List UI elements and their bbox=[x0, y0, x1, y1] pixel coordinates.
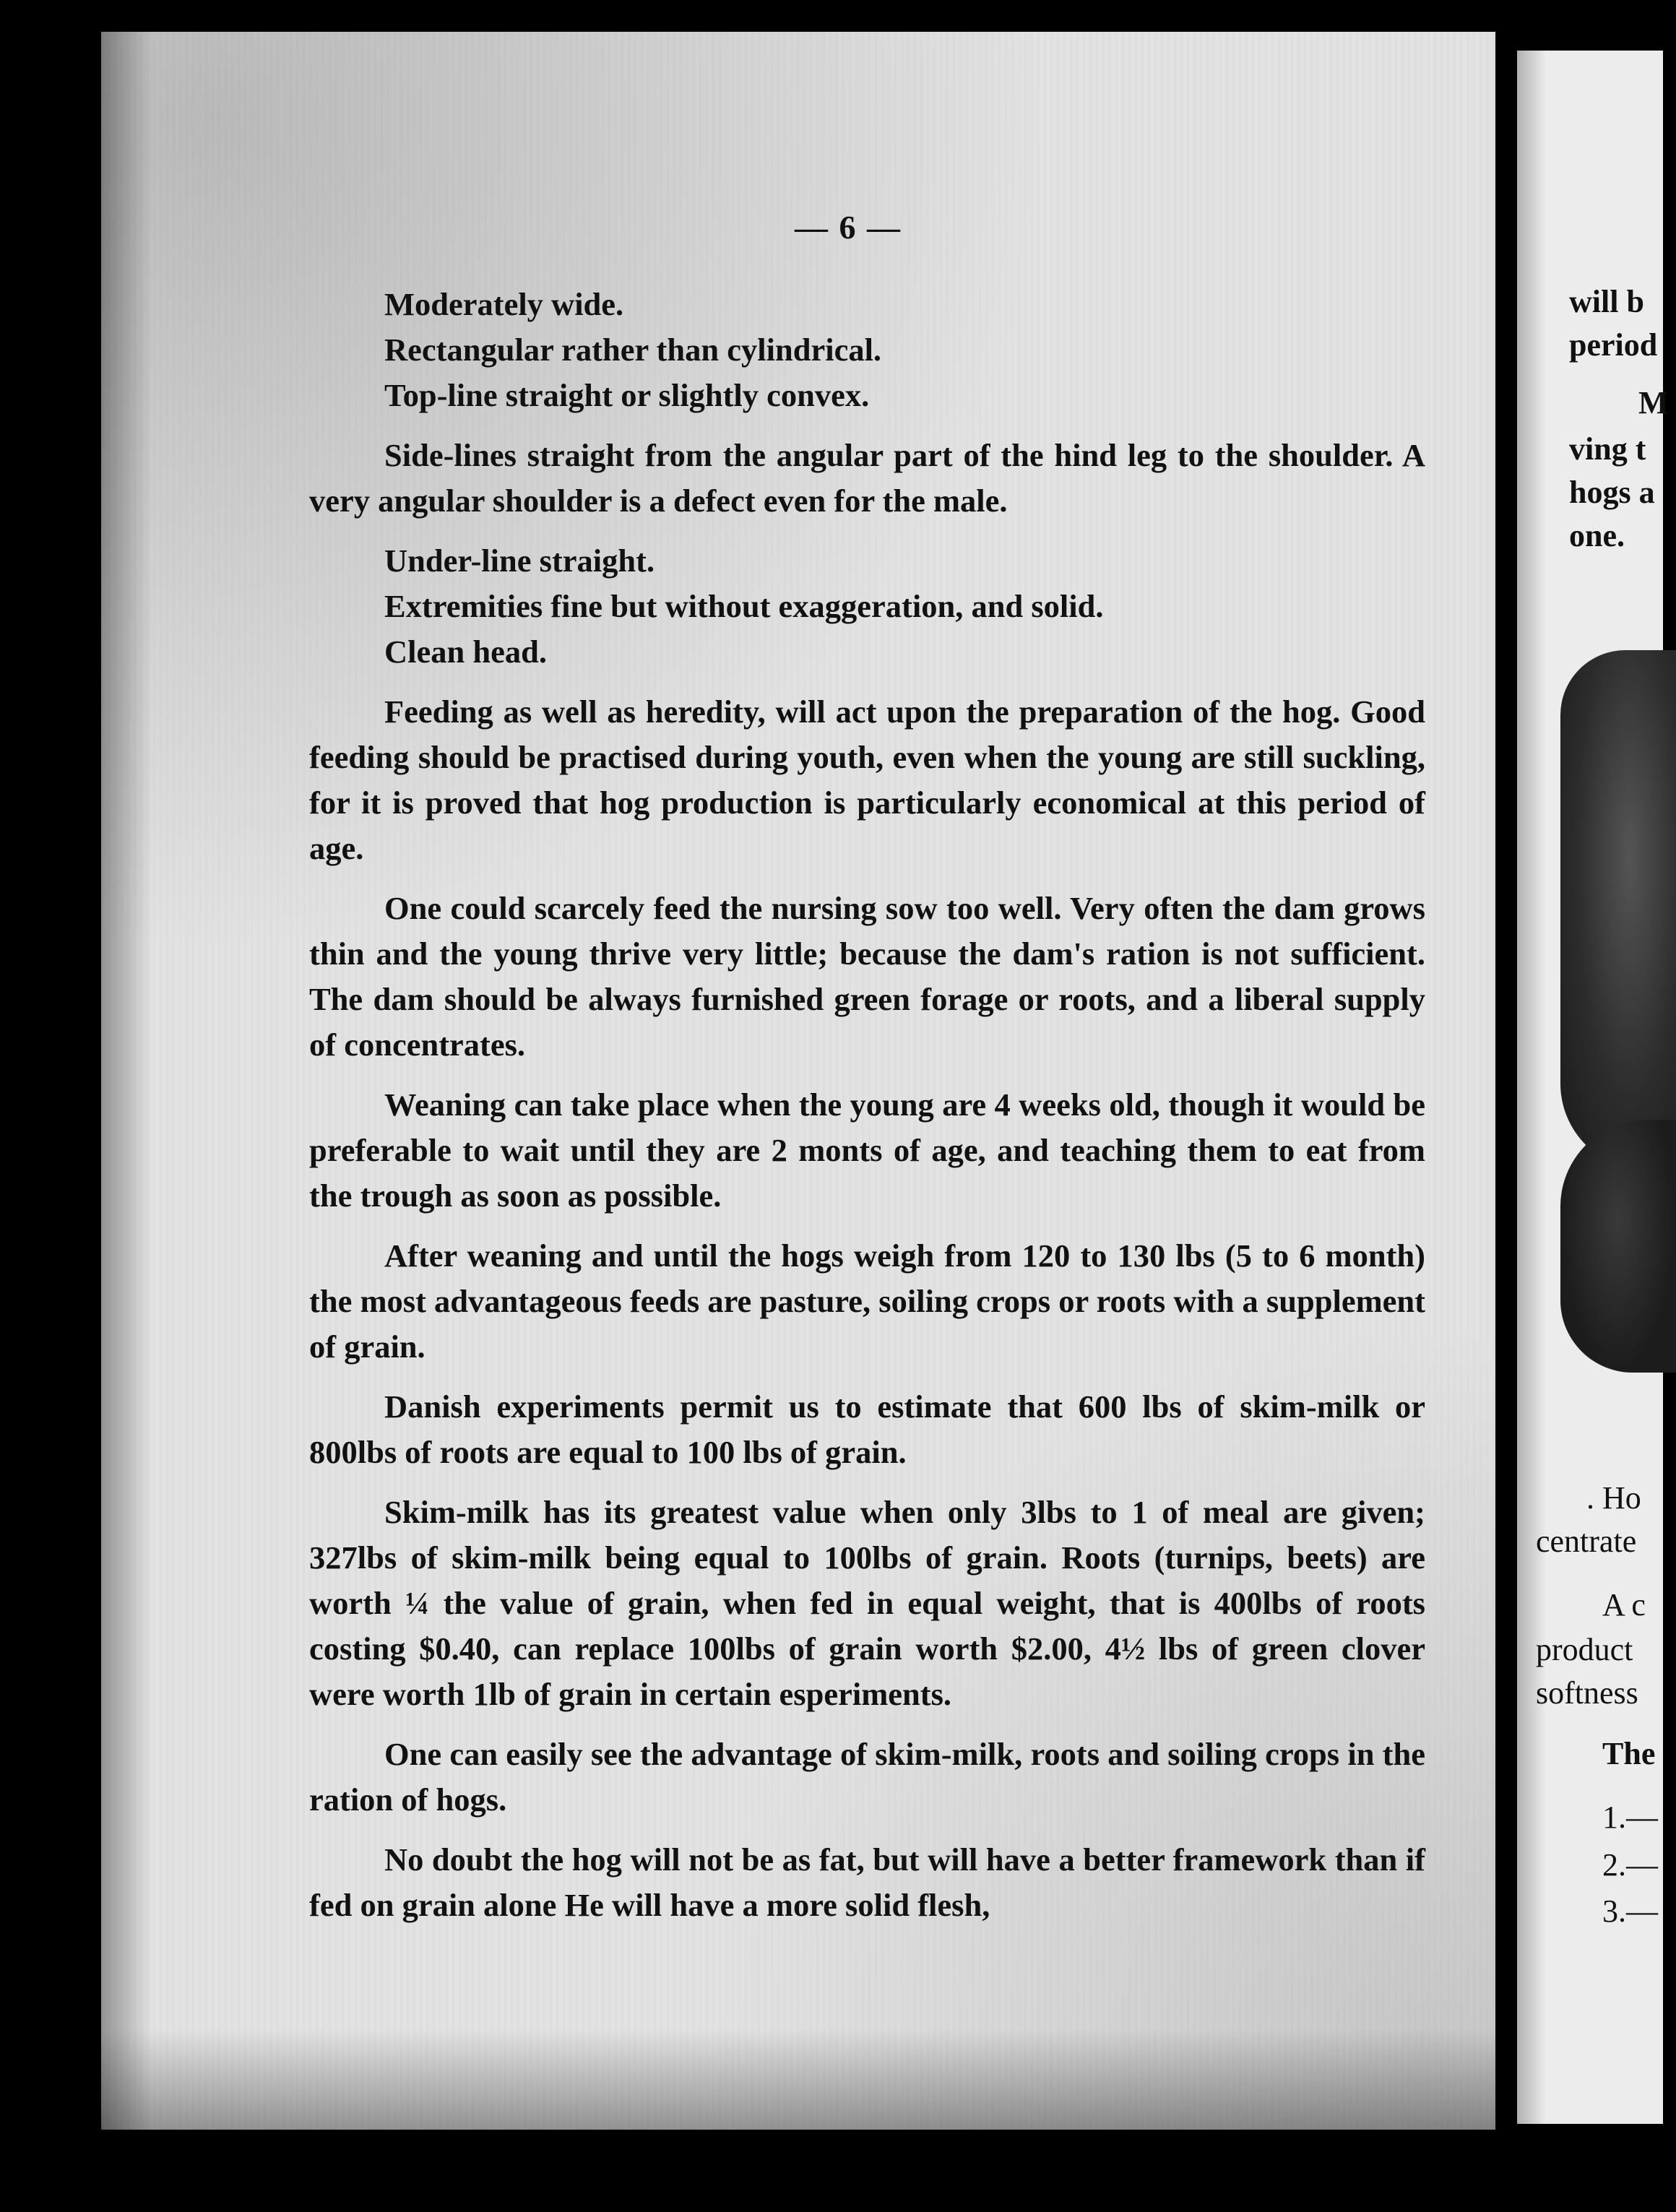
text-line: Rectangular rather than cylindrical. bbox=[384, 332, 882, 368]
paragraph-skim-milk: Skim-milk has its greatest value when only 3lbs to 1 of meal are given; 327lbs of skim-milk being equal to 100lbs of grain. Roots (turnips, beets) are worth ¼ the value of grain, when fed in equal weight, that is 400lbs of roots costing $0.40, can replace 100lbs of grain worth $2.00, 4½ lbs of green clover were worth 1lb of grain in certain esperiments. bbox=[309, 1494, 1425, 1712]
right-fragment: M bbox=[1638, 385, 1669, 420]
right-fragment: The bbox=[1602, 1736, 1656, 1771]
right-fragment: hogs a bbox=[1569, 475, 1655, 510]
paragraph-nursing: One could scarcely feed the nursing sow too well. Very often the dam grows thin and the young thrive very little; because the dam's ration is not sufficient. The dam should be always furnished green forage or roots, and a liberal supply of concentrates. bbox=[309, 890, 1425, 1063]
right-fragment: . Ho bbox=[1586, 1480, 1641, 1516]
body-text bbox=[309, 188, 1425, 1928]
right-fragment: 3.— bbox=[1602, 1893, 1658, 1929]
hog-photo-fragment bbox=[1560, 650, 1676, 1170]
right-fragment: A c bbox=[1602, 1587, 1646, 1623]
right-fragment: 2.— bbox=[1602, 1847, 1658, 1883]
text-line: Under-line straight. bbox=[384, 543, 655, 579]
text-line: Moderately wide. bbox=[384, 286, 624, 322]
right-fragment: centrate bbox=[1536, 1524, 1637, 1559]
paragraph-after-weaning: After weaning and until the hogs weigh from 120 to 130 lbs (5 to 6 month) the most advantageous feeds are pasture, soiling crops or roots with a supplement of grain. bbox=[309, 1237, 1425, 1365]
right-fragment: one. bbox=[1569, 518, 1625, 553]
paragraph-advantage: One can easily see the advantage of skim-milk, roots and soiling crops in the ration of hogs. bbox=[309, 1736, 1425, 1818]
paragraph-weaning: Weaning can take place when the young are 4 weeks old, though it would be preferable to wait until they are 2 monts of age, and teaching them to eat from the trough as soon as possible. bbox=[309, 1086, 1425, 1214]
paragraph-no-doubt: No doubt the hog will not be as fat, but will have a better framework than if fed on grain alone He will have a more solid flesh, bbox=[309, 1841, 1425, 1923]
right-fragment: period bbox=[1569, 327, 1658, 363]
right-fragment: softness bbox=[1536, 1675, 1638, 1711]
paragraph-danish: Danish experiments permit us to estimate that 600 lbs of skim-milk or 800lbs of roots are equal to 100 lbs of grain. bbox=[309, 1388, 1425, 1470]
hog-photo-fragment-lower bbox=[1560, 1120, 1676, 1373]
right-fragment: product bbox=[1536, 1632, 1633, 1667]
text-line: Extremities fine but without exaggeration, and solid. bbox=[384, 588, 1104, 624]
text-line: Top-line straight or slightly convex. bbox=[384, 377, 870, 413]
page-number: — 6 — bbox=[795, 209, 902, 246]
text-line: Clean head. bbox=[384, 634, 547, 670]
right-fragment: will b bbox=[1569, 284, 1644, 319]
right-fragment: ving t bbox=[1569, 431, 1646, 467]
book-gutter bbox=[1495, 29, 1517, 2138]
paragraph-feeding: Feeding as well as heredity, will act upon the preparation of the hog. Good feeding should be practised during youth, even when the young are still suckling, for it is proved that hog production is particularly economical at this period of age. bbox=[309, 694, 1425, 866]
right-fragment: 1.— bbox=[1602, 1800, 1658, 1835]
paragraph-sidelines: Side-lines straight from the angular part of the hind leg to the shoulder. A very angular shoulder is a defect even for the male. bbox=[309, 437, 1425, 519]
